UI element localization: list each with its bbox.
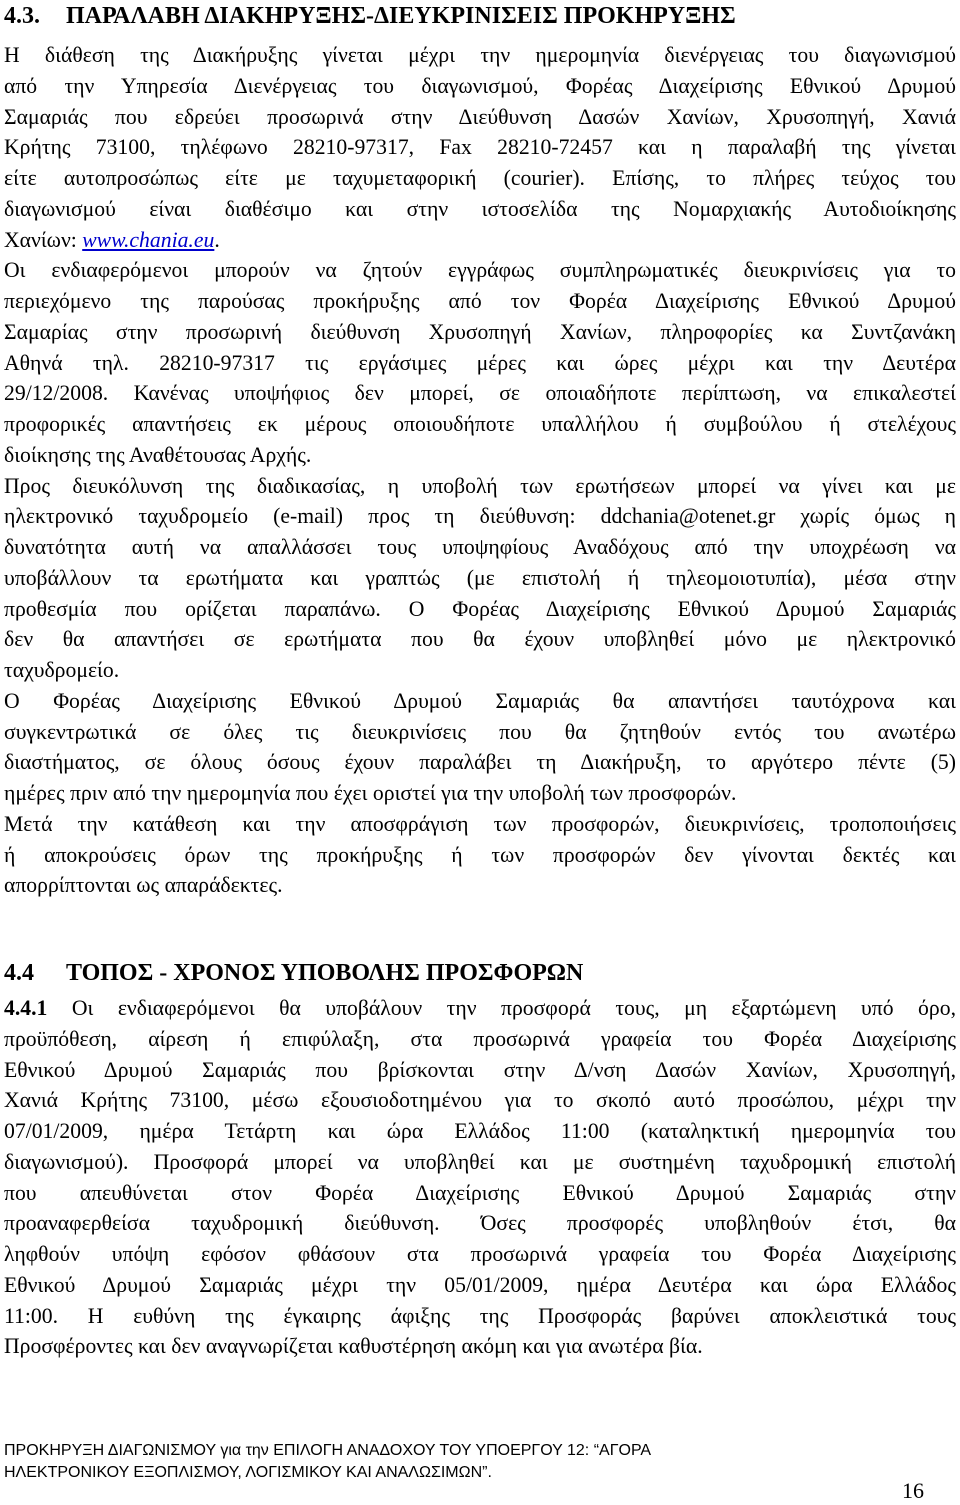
body-line: υποβάλλουν τα ερωτήματα και γραπτώς (με επιστολή ή τηλεομοιοτυπία), μέσα στην	[4, 565, 956, 590]
section-title: ΤΟΠΟΣ - ΧΡΟΝΟΣ ΥΠΟΒΟΛΗΣ ΠΡΟΣΦΟΡΩΝ	[66, 960, 584, 986]
link-prefix: Χανίων:	[4, 227, 83, 252]
page-number: 16	[902, 1478, 924, 1503]
lead-text: Οι ενδιαφερόμενοι θα υποβάλουν την προσφορά τους, μη εξαρτώμενη υπό όρο,	[47, 996, 956, 1020]
body-line: Σαμαριάς που εδρεύει προσωρινά στην Διεύθυνση Δασών Χανίων, Χρυσοπηγή, Χανιά	[4, 104, 956, 129]
subsection-number: 4.4.1	[4, 996, 48, 1020]
body-line: Μετά την κατάθεση και την αποσφράγιση των προσφορών, διευκρινίσεις, τροποποιήσεις	[4, 811, 956, 836]
body-line: Προσφέροντες και δεν αναγνωρίζεται καθυστέρηση ακόμη και για ανωτέρα βία.	[4, 1334, 703, 1359]
body-line: διαγωνισμού). Προσφορά μπορεί να υποβληθεί και με συστημένη ταχυδρομική επιστολή	[4, 1149, 956, 1174]
section-title: ΠΑΡΑΛΑΒΗ ΔΙΑΚΗΡΥΞΗΣ-ΔΙΕΥΚΡΙΝΙΣΕΙΣ ΠΡΟΚΗΡΥΞΗΣ	[66, 3, 736, 29]
body-line: Κρήτης 73100, τηλέφωνο 28210-97317, Fax 28210-72457 και η παραλαβή της γίνεται	[4, 135, 956, 160]
section-body-4-4	[4, 993, 956, 1362]
body-line: 29/12/2008. Κανένας υποψήφιος δεν μπορεί, σε οποιαδήποτε περίπτωση, να επικαλεστεί	[4, 381, 956, 406]
body-line: Ο Φορέας Διαχείρισης Εθνικού Δρυμού Σαμαριάς θα απαντήσει ταυτόχρονα και	[4, 688, 956, 713]
body-line: Αθηνά τηλ. 28210-97317 τις εργάσιμες μέρες και ώρες μέχρι και την Δευτέρα	[4, 350, 956, 375]
body-line-with-link	[4, 225, 956, 256]
body-line: προαναφερθείσα ταχυδρομική διεύθυνση. Όσες προσφορές υποβληθούν έτσι, θα	[4, 1211, 956, 1236]
body-line: Προς διευκόλυνση της διαδικασίας, η υποβολή των ερωτήσεων μπορεί να γίνει και με	[4, 473, 956, 498]
footer-line: ΠΡΟΚΗΡΥΞΗ ΔΙΑΓΩΝΙΣΜΟΥ για την ΕΠΙΛΟΓΗ ΑΝΑΔΟΧΟΥ ΤΟΥ ΥΠΟΕΡΓΟΥ 12: “ΑΓΟΡΑ	[4, 1442, 652, 1459]
body-line: προφορικές απαντήσεις εκ μέρους οποιουδήποτε υπαλλήλου ή συμβούλου ή στελέχους	[4, 412, 956, 436]
chania-website-link[interactable]: www.chania.eu	[82, 227, 215, 252]
body-line: Εθνικού Δρυμού Σαμαριάς μέχρι την 05/01/2009, ημέρα Δευτέρα και ώρα Ελλάδος	[4, 1272, 956, 1297]
body-line: Σαμαρίας στην προσωρινή διεύθυνση Χρυσοπηγή Χανίων, πληροφορίες κα Συντζανάκη	[4, 319, 956, 344]
body-line: δυνατότητα αυτή να απαλλάσσει τους υποψηφίους Αναδόχους από την υποχρέωση να	[4, 535, 956, 559]
body-line: ληφθούν υπόψη εφόσον φθάσουν στα προσωρινά γραφεία του Φορέα Διαχείρισης	[4, 1242, 956, 1266]
body-line: ηλεκτρονικό ταχυδρομείο (e-mail) προς τη διεύθυνση: ddchania@otenet.gr χωρίς όμως η	[4, 504, 956, 529]
body-line: ταχυδρομείο.	[4, 658, 120, 682]
section-number: 4.4	[4, 960, 34, 986]
body-line: προθεσμία που ορίζεται παραπάνω. Ο Φορέας Διαχείρισης Εθνικού Δρυμού Σαμαριάς	[4, 596, 956, 621]
body-line: περιεχόμενο της παρούσας προκήρυξης από τον Φορέα Διαχείρισης Εθνικού Δρυμού	[4, 289, 956, 313]
body-line: Εθνικού Δρυμού Σαμαριάς που βρίσκονται στην Δ/νση Δασών Χανίων, Χρυσοπηγή,	[4, 1057, 956, 1082]
body-line: συγκεντρωτικά σε όλες τις διευκρινίσεις που θα ζητηθούν εντός του ανωτέρω	[4, 719, 956, 744]
body-line: διοίκησης της Αναθέτουσας Αρχής.	[4, 442, 312, 467]
body-line: 11:00. Η ευθύνη της έγκαιρης άφιξης της Προσφοράς βαρύνει αποκλειστικά τους	[4, 1303, 956, 1328]
body-line: ή αποκρούσεις όρων της προκήρυξης ή των προσφορών δεν γίνονται δεκτές και	[4, 842, 956, 867]
body-line: που απευθύνεται στον Φορέα Διαχείρισης Εθνικού Δρυμού Σαμαριάς στην	[4, 1180, 956, 1205]
body-line: είτε αυτοπροσώπως είτε με ταχυμεταφορική (courier). Επίσης, το πλήρες τεύχος του	[4, 166, 956, 190]
body-line: διαγωνισμού είναι διαθέσιμο και στην ιστοσελίδα της Νομαρχιακής Αυτοδιοίκησης	[4, 196, 956, 221]
page-footer	[4, 1440, 864, 1484]
body-line: Χανιά Κρήτης 73100, μέσω εξουσιοδοτημένου για το σκοπό αυτό προσώπου, μέχρι την	[4, 1088, 956, 1113]
footer-line: ΗΛΕΚΤΡΟΝΙΚΟΥ ΕΞΟΠΛΙΣΜΟΥ, ΛΟΓΙΣΜΙΚΟΥ ΚΑΙ ΑΝΑΛΩΣΙΜΩΝ”.	[4, 1464, 492, 1481]
body-line: διαστήματος, σε όλους όσους έχουν παραλάβει τη Διακήρυξη, το αργότερο πέντε (5)	[4, 750, 956, 775]
body-line: προϋπόθεση, αίρεση ή επιφύλαξη, στα προσωρινά γραφεία του Φορέα Διαχείρισης	[4, 1026, 956, 1051]
section-number: 4.3.	[4, 3, 40, 29]
body-line: απορρίπτονται ως απαράδεκτες.	[4, 873, 283, 898]
body-line: από την Υπηρεσία Διενέργειας του διαγωνισμού, Φορέας Διαχείρισης Εθνικού Δρυμού	[4, 73, 956, 98]
body-line: ημέρες πριν από την ημερομηνία που έχει οριστεί για την υποβολή των προσφορών.	[4, 781, 737, 805]
section-body-4-3	[4, 40, 956, 901]
body-line-lead	[4, 993, 956, 1024]
section-heading-4-4	[4, 957, 583, 989]
body-line: Οι ενδιαφερόμενοι μπορούν να ζητούν εγγράφως συμπληρωματικές διευκρινίσεις για το	[4, 258, 956, 283]
body-line: 07/01/2009, ημέρα Τετάρτη και ώρα Ελλάδος 11:00 (καταληκτική ημερομηνία του	[4, 1119, 956, 1143]
body-line: δεν θα απαντήσει σε ερωτήματα που θα έχουν υποβληθεί μόνο με ηλεκτρονικό	[4, 627, 956, 652]
link-suffix: .	[214, 227, 220, 252]
body-line: Η διάθεση της Διακήρυξης γίνεται μέχρι την ημερομηνία διενέργειας του διαγωνισμού	[4, 43, 956, 67]
section-heading-4-3	[4, 0, 736, 32]
